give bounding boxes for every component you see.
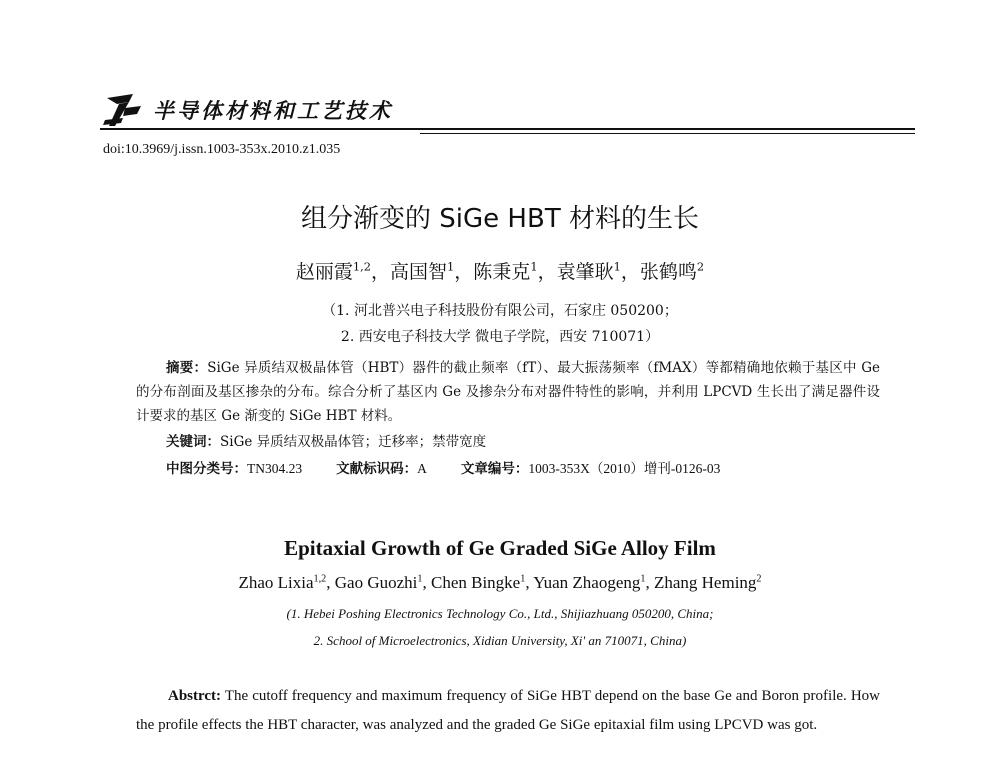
- author-name: Zhang Heming: [653, 573, 757, 592]
- author-name: 赵丽霞: [295, 261, 353, 283]
- article-no-value: 1003-353X（2010）增刊-0126-03: [528, 461, 721, 476]
- clc-label: 中图分类号：: [166, 461, 247, 477]
- author-affiliation-mark: 1,2: [352, 259, 371, 274]
- author-affiliation-mark: 1,2: [313, 573, 327, 585]
- chinese-authors: 赵丽霞$^{1,2}$，高国智$^1$，陈秉克$^1$，袁肇耿$^1$，张鹤鸣$^2$: [295, 259, 705, 283]
- article-no-label: 文章编号：: [460, 461, 529, 477]
- english-title: Epitaxial Growth of Ge Graded SiGe Alloy Film: [284, 536, 716, 560]
- author-name: Zhao Lixia: [238, 573, 314, 592]
- author-name: 陈秉克: [473, 261, 531, 283]
- author-affiliation-mark: 1: [520, 573, 526, 585]
- author-affiliation-mark: 1: [417, 573, 423, 585]
- author-name: Gao Guozhi: [334, 573, 418, 592]
- keywords-text: SiGe 异质结双极晶体管；迁移率；禁带宽度: [220, 434, 487, 450]
- english-affiliation-2: 2. School of Microelectronics, Xidian University, Xi' an 710071, China): [313, 633, 687, 648]
- author-affiliation-mark: 1: [447, 259, 455, 274]
- header-rule-thin: [420, 133, 915, 134]
- author-affiliation-mark: 1: [640, 573, 646, 585]
- english-abstract-label: Abstrct:: [168, 688, 222, 704]
- header-rule: [100, 128, 915, 130]
- author-affiliation-mark: 1: [530, 259, 538, 274]
- chinese-affiliation-2: 2. 西安电子科技大学 微电子学院，西安 710071）: [340, 329, 660, 345]
- doi: doi:10.3969/j.issn.1003-353x.2010.z1.035: [103, 142, 341, 157]
- chinese-abstract-text: SiGe 异质结双极晶体管（HBT）器件的截止频率（fT）、最大振荡频率（fMAX）等都精确地依赖于基区中 Ge 的分布剖面及基区掺杂的分布。综合分析了基区内 Ge 及掺杂分布对器件特性的影响，并利用 LPCVD 生长出了满足器件设计要求的基区 Ge 渐变的 SiGe HBT 材料。: [136, 360, 881, 424]
- chinese-title: 组分渐变的 SiGe HBT 材料的生长: [301, 204, 699, 234]
- author-name: Chen Bingke: [430, 573, 521, 592]
- author-name: 高国智: [390, 261, 448, 283]
- chinese-abstract: [136, 356, 880, 428]
- author-affiliation-mark: 2: [696, 259, 705, 274]
- english-abstract-text: The cutoff frequency and maximum frequency of SiGe HBT depend on the base Ge and Boron profile. How the profile effects the HBT character, was analyzed and the graded Ge SiGe epitaxial film using LPCVD was got.: [136, 688, 880, 733]
- chinese-abstract-label: 摘要：: [166, 360, 208, 376]
- english-abstract: [136, 682, 880, 740]
- chinese-affiliation-1: （1. 河北普兴电子科技股份有限公司，石家庄 050200；: [322, 303, 678, 319]
- english-affiliation-1: (1. Hebei Poshing Electronics Technology Co., Ltd., Shijiazhuang 050200, China;: [286, 606, 714, 621]
- author-name: 张鹤鸣: [639, 261, 697, 283]
- journal-name: 半导体材料和工艺技术: [153, 99, 393, 123]
- clc-value: TN304.23: [247, 461, 303, 476]
- author-affiliation-mark: 2: [756, 573, 762, 585]
- doc-code-value: A: [417, 461, 427, 476]
- english-authors: Zhao Lixia$^{1,2}$, Gao Guozhi$^1$, Chen Bingke$^1$, Yuan Zhaogeng$^1$, Zhang Heming$^2$: [238, 573, 762, 592]
- author-name: Yuan Zhaogeng: [533, 573, 641, 592]
- keywords-label: 关键词：: [166, 434, 220, 450]
- chinese-keywords: [166, 430, 486, 450]
- classification-line: [166, 457, 720, 477]
- author-affiliation-mark: 1: [613, 259, 621, 274]
- journal-logo-icon: [103, 92, 143, 128]
- doc-code-label: 文献标识码：: [336, 461, 418, 477]
- author-name: 袁肇耿: [556, 261, 614, 283]
